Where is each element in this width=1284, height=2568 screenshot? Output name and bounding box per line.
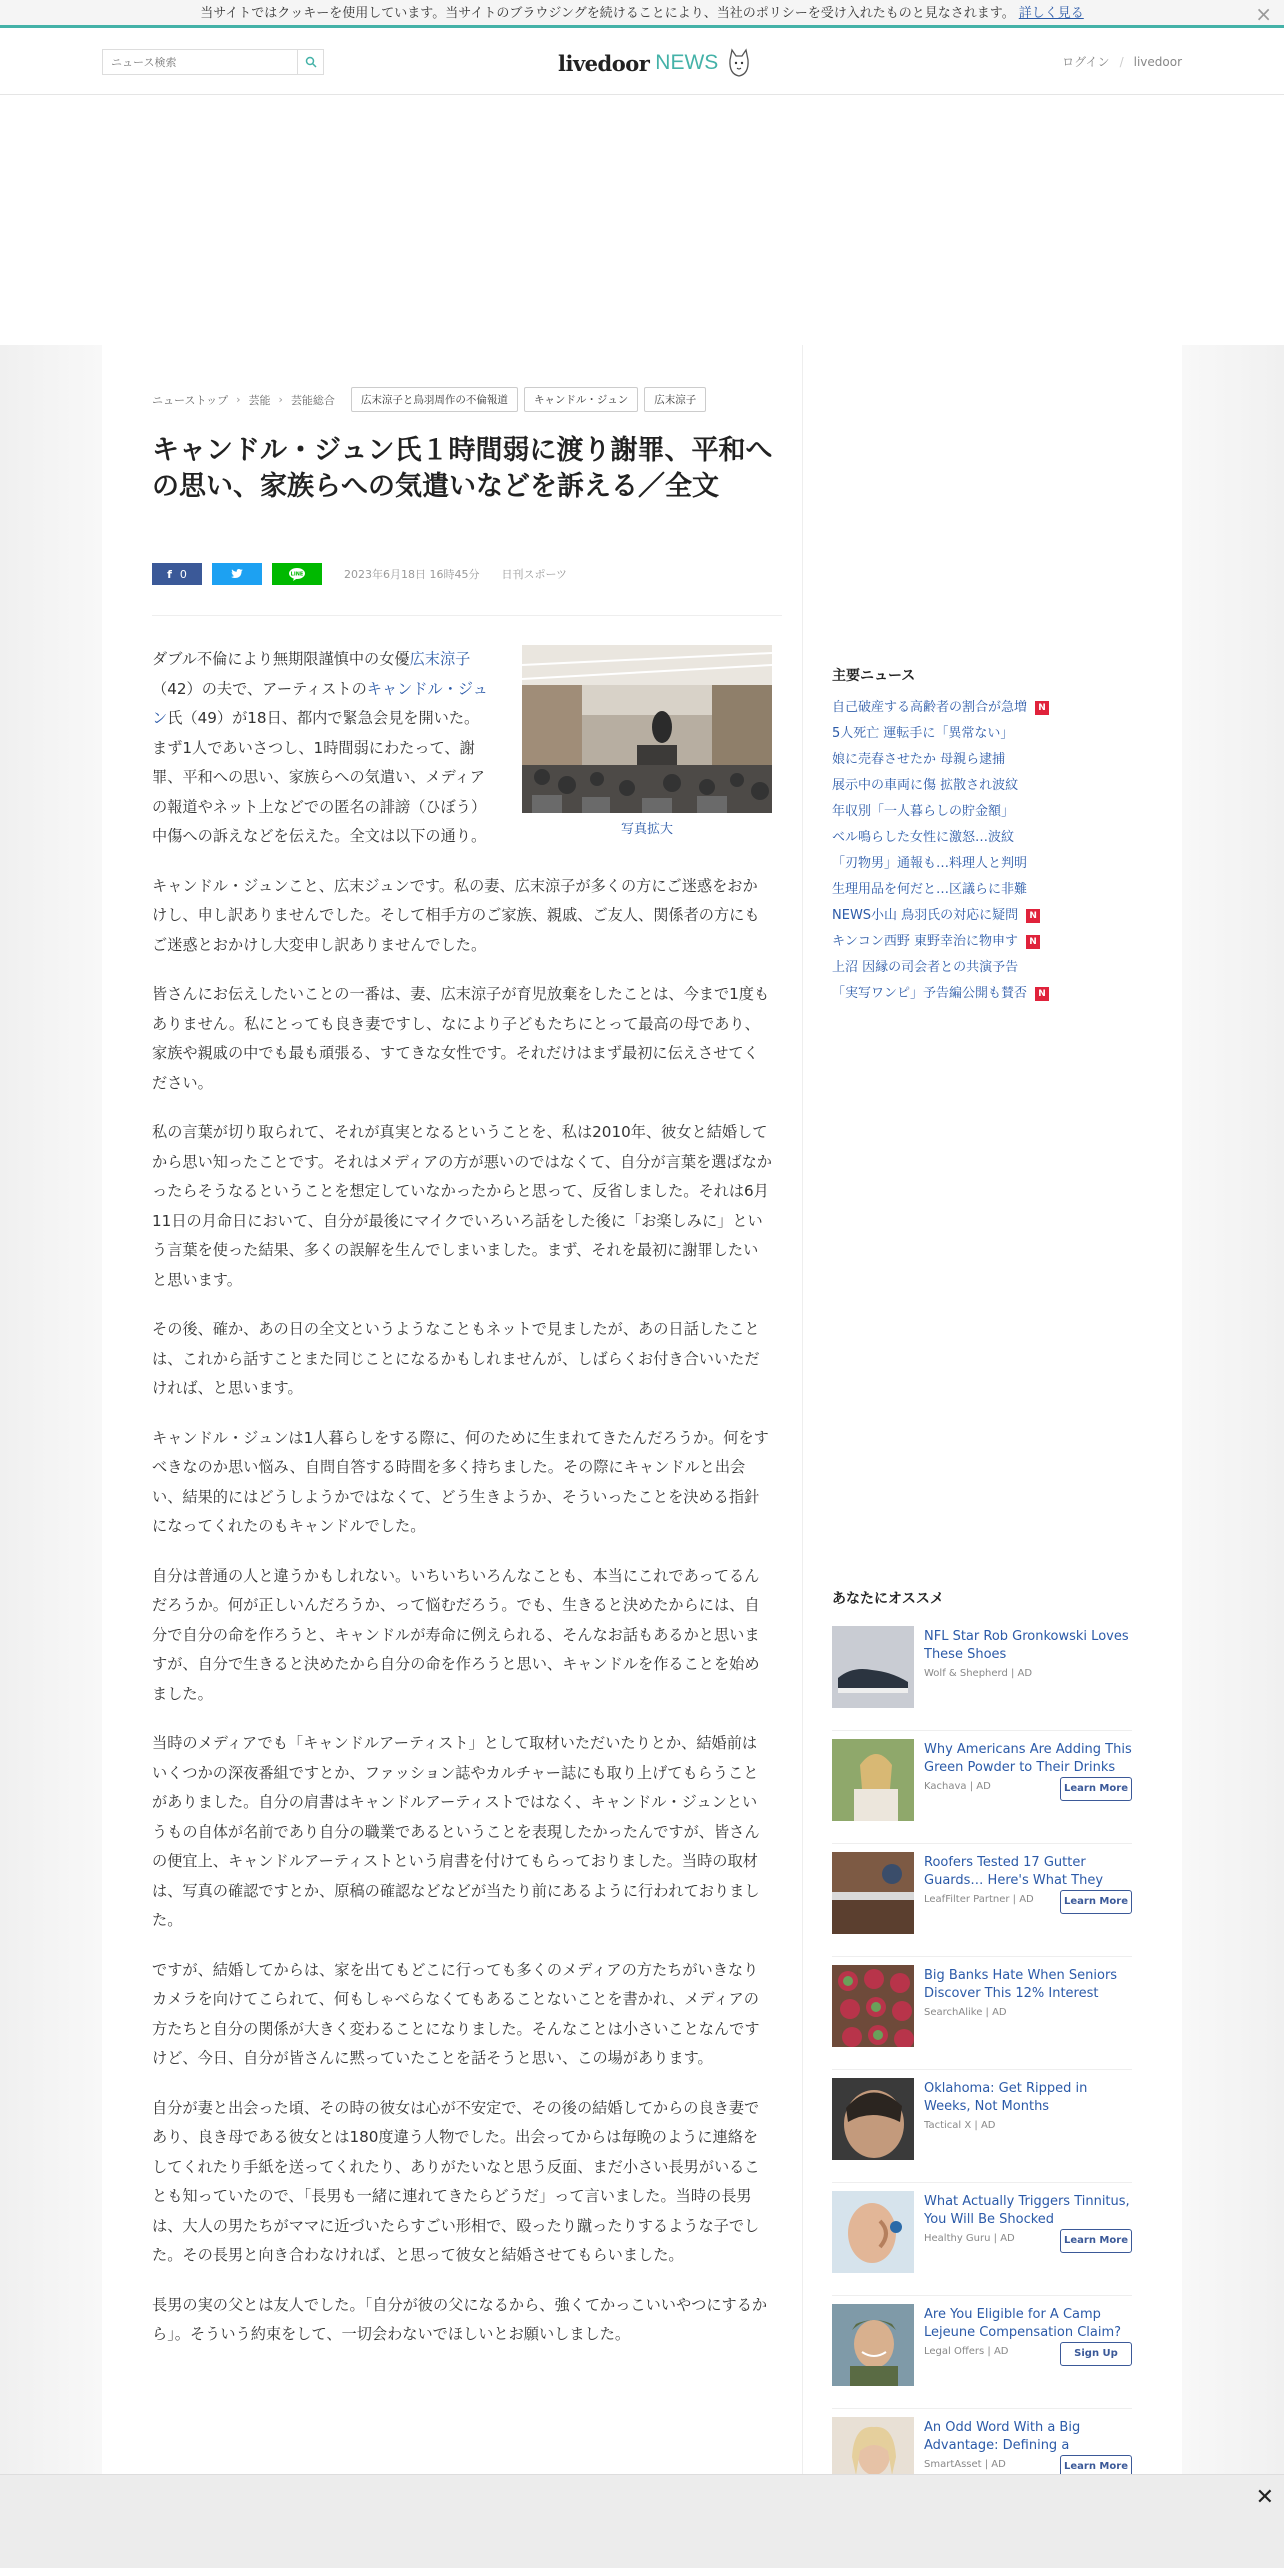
news-item-title: 年収別「一人暮らしの貯金額」 [832,804,1015,819]
reco-cta-button[interactable]: Learn More [1060,2229,1132,2253]
new-badge: N [1035,701,1049,715]
article-paragraph: 自分は普通の人と違うかもしれない。いちいちいろんなことも、本当にこれであってるんだろうか。何が正しいんだろうか、って悩むだろう。でも、生きると決めたからには、自分で自分の命を作ろうと、キャンドルが寿命に例えられる、そんなお話もあるかと思いますが、自分で生きると決めたから自分の命を作ろうと思い、キャンドルを作ることを始めました。 [152,1566,760,1703]
reco-item[interactable] [832,2296,1132,2409]
facebook-share-button[interactable]: f 0 [152,563,202,585]
reco-thumbnail[interactable] [832,2078,914,2160]
reco-thumbnail[interactable] [832,1739,914,1821]
reco-source: LeafFilter Partner | AD [924,1894,1034,1905]
person-link-candle-jun[interactable]: キャンドル・ジュン [152,679,488,727]
news-item[interactable] [832,773,1049,799]
reco-source: SearchAlike | AD [924,2007,1007,2018]
reco-cta-button[interactable]: Learn More [1060,2455,1132,2479]
article-title: キャンドル・ジュン氏１時間弱に渡り謝罪、平和への思い、家族らへの気遣いなどを訴える／全文 [152,435,773,503]
news-item[interactable] [832,851,1049,877]
column-divider [802,345,803,2475]
breadcrumb-geino[interactable]: 芸能 [248,393,271,407]
article-date: 2023年6月18日 16時45分 [344,568,480,581]
news-item-title: 「実写ワンピ」予告編公開も賛否 [832,986,1028,1001]
topic-tag[interactable]: キャンドル・ジュン [524,387,638,412]
news-item-title: 5人死亡 運転手に「異常ない」 [832,726,1014,741]
reco-thumbnail[interactable] [832,1965,914,2047]
news-item-title: 上沼 因縁の司会者との共演予告 [832,960,1019,975]
reco-title[interactable]: Oklahoma: Get Ripped in Weeks, Not Months [924,2081,1088,2114]
news-item[interactable] [832,955,1049,981]
main-news-list [832,695,1049,1007]
news-item-title: 生理用品を何だと…区議らに非難 [832,882,1028,897]
twitter-icon [230,568,244,580]
cookie-banner [0,0,1284,28]
new-badge: N [1035,987,1049,1001]
reco-title[interactable]: Big Banks Hate When Seniors Discover This 12% Interest [924,1968,1118,2001]
news-item[interactable] [832,747,1049,773]
cookie-text: 当サイトではクッキーを使用しています。当サイトのブラウジングを続けることにより、当社のポリシーを受け入れたものと見なされます。 [200,6,1015,21]
news-item-title: 展示中の車両に傷 拡散され波紋 [832,778,1019,793]
facebook-count: 0 [179,567,187,581]
news-item[interactable] [832,799,1049,825]
reco-source: Legal Offers | AD [924,2346,1009,2357]
line-share-button[interactable] [272,563,322,585]
article-photo[interactable] [522,645,772,839]
search-input[interactable] [103,50,293,74]
topic-tag[interactable]: 広末涼子と鳥羽周作の不倫報道 [351,387,518,412]
news-item[interactable] [832,981,1049,1007]
reco-title[interactable]: Are You Eligible for A Camp Lejeune Compensation Claim? [924,2307,1122,2340]
reco-title[interactable]: Roofers Tested 17 Gutter Guards… Here's What They [924,1855,1104,1888]
login-link[interactable]: ログイン [1062,55,1110,69]
close-icon[interactable]: × [1255,2,1272,26]
reco-item[interactable] [832,1618,1132,1731]
news-item[interactable] [832,877,1049,903]
news-item[interactable] [832,929,1049,955]
reco-thumbnail[interactable] [832,2304,914,2386]
news-item-title: ベル鳴らした女性に激怒…波紋 [832,830,1015,845]
breadcrumb: ニューストップ › 芸能 › 芸能総合 広末涼子と鳥羽周作の不倫報道 キャンドル・ジュン 広末涼子 [152,387,712,412]
news-item-title: 自己破産する高齢者の割合が急増 [832,700,1028,715]
reco-cta-button[interactable]: Learn More [1060,1890,1132,1914]
article-paragraph: 皆さんにお伝えしたいことの一番は、妻、広末涼子が育児放棄をしたことは、今まで1度もありません。私にとっても良き妻ですし、なにより子どもたちにとって最高の母であり、家族や親戚の中でも最も頑張る、すてきな女性です。それだけはまず最初に伝えさせてください。 [152,985,770,1092]
article-paragraph: 私の言葉が切り取られて、それが真実となるということを、私は2010年、彼女と結婚してから思い知ったことです。それはメディアの方が悪いのではなくて、自分が言葉を選ばなかったらそうなるということを想定していなかったからと思って、反省しました。それは6月11日の月命日において、自分が最後にマイクでいろいろ話をした後に「お楽しみに」という言葉を使った結果、多くの誤解を生んでしまいました。まず、それを最初に謝罪したいと思います。 [152,1123,772,1289]
news-item[interactable] [832,903,1049,929]
news-item-title: 「刃物男」通報も…料理人と判明 [832,856,1028,871]
livedoor-link[interactable]: livedoor [1133,55,1182,69]
reco-item[interactable] [832,1844,1132,1957]
reco-thumbnail[interactable] [832,1852,914,1934]
reco-title[interactable]: Why Americans Are Adding This Green Powder to Their Drinks [924,1742,1132,1775]
reco-source: Tactical X | AD [924,2120,996,2131]
news-item-title: NEWS小山 鳥羽氏の対応に疑問 [832,908,1019,923]
press-conference-photo[interactable] [522,645,772,813]
breadcrumb-geino-sogo[interactable]: 芸能総合 [290,393,335,407]
news-item[interactable] [832,721,1049,747]
search-icon [305,56,317,68]
logo-livedoor: livedoor [558,50,650,76]
article-body [152,645,772,2370]
reco-item[interactable] [832,1731,1132,1844]
topic-tag[interactable]: 広末涼子 [644,387,706,412]
reco-item[interactable] [832,1957,1132,2070]
article-source[interactable]: 日刊スポーツ [501,568,568,581]
main-news-heading: 主要ニュース [832,668,916,684]
divider [152,615,782,616]
photo-enlarge-link[interactable]: 写真拡大 [620,822,673,837]
article-paragraph: ですが、結婚してからは、家を出てもどこに行っても多くのメディアの方たちがいきなりカメラを向けてこられて、何もしゃべらなくてもあることないことを書かれ、メディアの方たちと自分の関係が大きく変わることになりました。そんなことは小さいことなんですけど、今日、自分が皆さんに黙っていたことを話そうと思い、この場があります。 [152,1960,760,2067]
reco-source: Wolf & Shepherd | AD [924,1668,1033,1679]
news-item-title: キンコン西野 東野幸治に物申す [832,934,1019,949]
close-icon[interactable]: ✕ [1255,2485,1274,2510]
reco-item[interactable] [832,2183,1132,2296]
reco-source: SmartAsset | AD [924,2459,1006,2470]
reco-cta-button[interactable]: Learn More [1060,1777,1132,1801]
article-meta [344,566,567,582]
reco-item[interactable] [832,2070,1132,2183]
article-paragraph: キャンドル・ジュンこと、広末ジュンです。私の妻、広末涼子が多くの方にご迷惑をおかけし、申し訳ありませんでした。そして相手方のご家族、親戚、ご友人、関係者の方にもご迷惑とおかけし大変申し訳ありませんでした。 [152,876,760,954]
reco-title[interactable]: An Odd Word With a Big Advantage: Defining a [924,2420,1081,2453]
reco-thumbnail[interactable] [832,2191,914,2273]
person-link-hirosue[interactable]: 広末涼子 [409,650,471,668]
reco-thumbnail[interactable] [832,1626,914,1708]
ad-banner-space [0,95,1284,345]
recommendations [832,1588,1132,2522]
news-item[interactable] [832,825,1049,851]
article-paragraph: キャンドル・ジュンは1人暮らしをする際に、何のために生まれてきたんだろうか。何をすべきなのか思い悩み、自問自答する時間を多く持ちました。その際にキャンドルと出会い、結果的にはどうしようかではなくて、どう生きようか、そういったことを決める指針になってくれたのもキャンドルでした。 [152,1428,769,1535]
bottom-ad-bar [0,2474,1284,2568]
mascot-icon [726,46,752,80]
news-item[interactable] [832,695,1049,721]
article-main [102,345,802,2545]
reco-heading: あなたにオススメ [832,1591,944,1607]
reco-title[interactable]: What Actually Triggers Tinnitus, You Will Be Shocked [924,2194,1130,2227]
new-badge: N [1026,935,1040,949]
line-icon [288,567,306,581]
header-links: ログイン / livedoor [1062,55,1182,69]
main-news [832,665,1049,1007]
site-logo[interactable] [558,45,752,81]
breadcrumb-top[interactable]: ニューストップ [152,393,229,407]
news-item-title: 娘に売春させたか 母親ら逮捕 [832,752,1006,767]
reco-source: Kachava | AD [924,1781,991,1792]
article-paragraph: 当時のメディアでも「キャンドルアーティスト」として取材いただいたりとか、結婚前はいくつかの深夜番組ですとか、ファッション誌やカルチャー誌にも取り上げてもらうことがありました。自分の肩書はキャンドルアーティストではなく、キャンドル・ジュンというもの自体が名前であり自分の職業であるということを表現したかったんですが、皆さんの便宜上、キャンドルアーティストという肩書を付けてもらっておりました。当時の取材は、写真の確認ですとか、原稿の確認などなどが当たり前にあるように行われておりました。 [152,1734,760,1929]
reco-cta-button[interactable]: Sign Up [1060,2342,1132,2366]
reco-source: Healthy Guru | AD [924,2233,1015,2244]
search-button[interactable] [297,50,323,74]
svg-text:LINE: LINE [290,571,304,578]
twitter-share-button[interactable] [212,563,262,585]
site-header [0,31,1284,95]
new-badge: N [1026,909,1040,923]
article-paragraph: その後、確か、あの日の全文というようなこともネットで見ましたが、あの日話したことは、これから話すことまた同じことになるかもしれませんが、しばらくお付き合いいただければ、と思います。 [152,1320,760,1397]
reco-title[interactable]: NFL Star Rob Gronkowski Loves These Shoes [924,1629,1129,1662]
logo-news: NEWS [655,51,719,74]
share-bar [152,563,567,585]
search-box [102,49,324,75]
article-paragraph: 自分が妻と出会った頃、その時の彼女は心が不安定で、その後の結婚してからの良き妻であり、良き母である彼女とは180度違う人物でした。出会ってからは毎晩のように連絡をしてくれたり手紙を送ってくれたり、ありがたいなと思う反面、まだ小さい長男がいることも知っていたので、「長男も一緒に連れてきたらどうだ」って言いました。当時の長男は、大人の男たちがママに近づいたらすごい形相で、殴ったり蹴ったりするような子でした。その長男と向き合わなければ、と思って彼女と結婚させてもらいました。 [152,2098,760,2264]
article-paragraph: ダブル不倫により無期限謹慎中の女優広末涼子（42）の夫で、アーティストのキャンドル・ジュン氏（49）が18日、都内で緊急会見を開いた。まず1人であいさつし、1時間弱にわたって、謝罪、平和への思い、家族らへの気遣い、メディアの報道やネット上などでの匿名の誹謗（ひぼう）中傷への訴えなどを伝えた。全文は以下の通り。 [152,650,488,845]
article-paragraph: 長男の実の父とは友人でした。「自分が彼の父になるから、強くてかっこいいやつにするから」。そういう約束をして、一切会わないでほしいとお願いしました。 [152,2295,768,2343]
cookie-more-link[interactable]: 詳しく見る [1018,6,1084,21]
